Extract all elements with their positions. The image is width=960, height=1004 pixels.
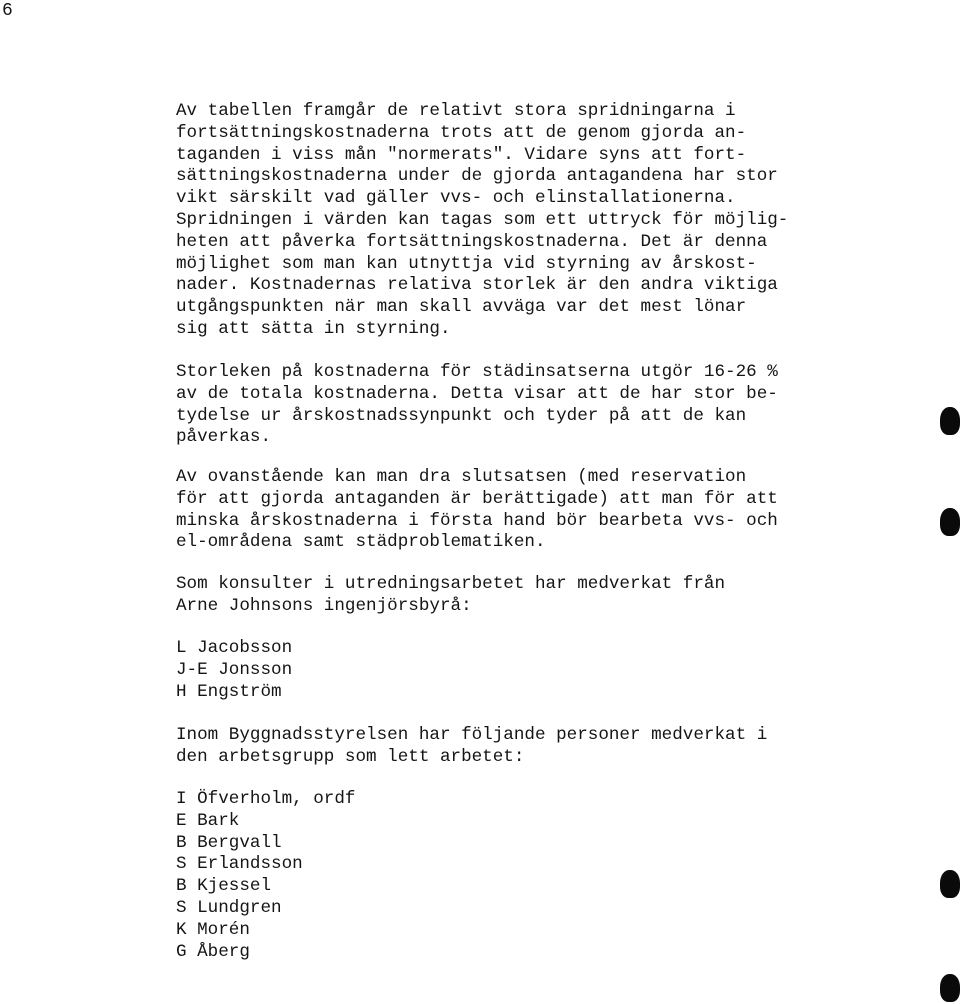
name-item: J-E Jonsson [176, 659, 293, 680]
name-item: B Bergvall [176, 832, 282, 853]
text-line: vikt särskilt vad gäller vvs- och elinstallationerna. [176, 188, 736, 209]
text-line: el-områdena samt städproblematiken. [176, 532, 546, 553]
paragraph-slutsats [176, 467, 836, 554]
text-line: Inom Byggnadsstyrelsen har följande personer medverkat i [176, 725, 768, 745]
text-line: sig att sätta in styrning. [176, 318, 451, 339]
paragraph-spridningar [176, 101, 836, 341]
text-line: Spridningen i värden kan tagas som ett uttryck för möjlig- [176, 209, 789, 230]
name-item: H Engström [176, 681, 282, 702]
text-line: utgångspunkten när man skall avväga var det mest lönar [176, 297, 747, 318]
text-line: fortsättningskostnaderna trots att de genom gjorda an- [176, 122, 747, 143]
name-item: G Åberg [176, 941, 250, 962]
name-item: S Lundgren [176, 897, 282, 918]
paragraph-konsulter [176, 574, 836, 618]
paragraph-arbetsgrupp [176, 725, 836, 769]
text-line: taganden i viss mån "normerats". Vidare syns att fort- [176, 144, 747, 165]
binding-hole-mark [940, 407, 960, 435]
paragraph-stadinsatser [176, 362, 836, 449]
name-item: B Kjessel [176, 876, 272, 897]
text-line: Av tabellen framgår de relativt stora spridningarna i [176, 101, 736, 121]
text-line: tydelse ur årskostnadssynpunkt och tyder på att de kan [176, 405, 747, 426]
name-item: E Bark [176, 810, 240, 831]
binding-hole-mark [940, 870, 960, 898]
text-line: möjlighet som man kan utnyttja vid styrning av årskost- [176, 253, 757, 274]
text-line: Som konsulter i utredningsarbetet har medverkat från [176, 574, 726, 594]
text-line: Storleken på kostnaderna för städinsatserna utgör 16-26 % [176, 362, 778, 382]
name-item: L Jacobsson [176, 638, 293, 658]
name-item: I Öfverholm, ordf [176, 789, 356, 809]
text-line: för att gjorda antaganden är berättigade) att man för att [176, 488, 778, 509]
text-line: Arne Johnsons ingenjörsbyrå: [176, 595, 472, 616]
text-line: heten att påverka fortsättningskostnaderna. Det är denna [176, 231, 768, 252]
working-group-list [176, 789, 836, 963]
text-line: nader. Kostnadernas relativa storlek är den andra viktiga [176, 275, 778, 296]
name-item: K Morén [176, 919, 250, 940]
text-line: den arbetsgrupp som lett arbetet: [176, 746, 525, 767]
text-line: sättningskostnaderna under de gjorda antagandena har stor [176, 166, 778, 187]
text-line: av de totala kostnaderna. Detta visar att de har stor be- [176, 383, 778, 404]
binding-hole-mark [940, 974, 960, 1002]
name-item: S Erlandsson [176, 854, 303, 875]
text-line: påverkas. [176, 427, 272, 448]
binding-hole-mark [940, 508, 960, 536]
consultant-list [176, 638, 836, 703]
page-number: 6 [2, 1, 13, 21]
text-line: minska årskostnaderna i första hand bör bearbeta vvs- och [176, 510, 778, 531]
text-line: Av ovanstående kan man dra slutsatsen (med reservation [176, 467, 747, 487]
